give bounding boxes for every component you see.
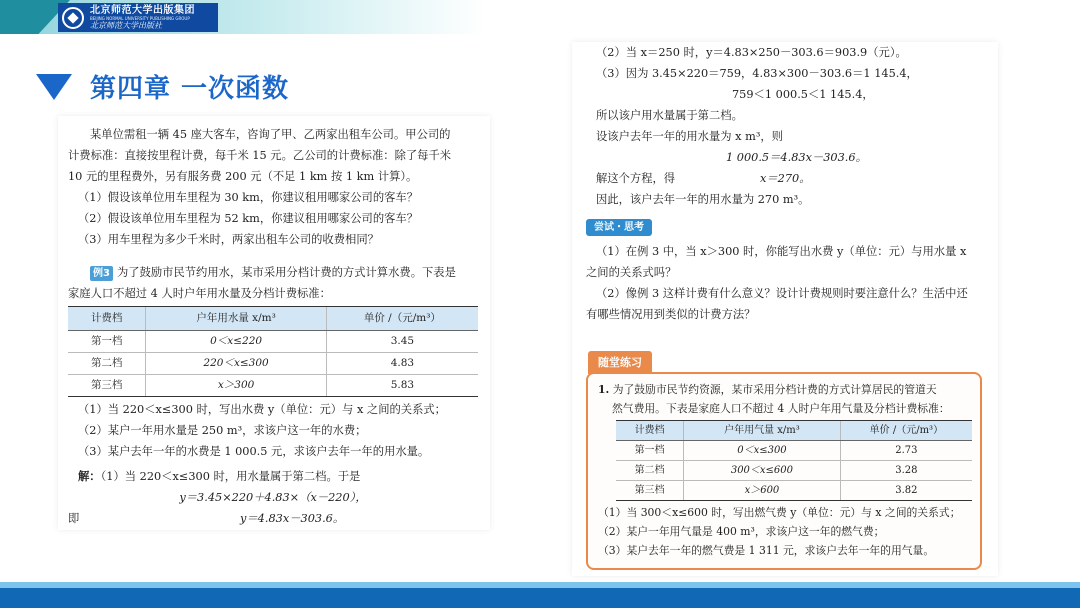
chapter-title: 第四章 一次函数 — [90, 74, 290, 104]
solution-line: （2）当 x＝250 时，y＝4.83×250－303.6＝903.9（元）。 — [596, 46, 907, 59]
inequality-line: 759＜1 000.5＜1 145.4， — [732, 88, 874, 101]
try-think-tag: 尝试・思考 — [586, 219, 652, 236]
table-cell: 第一档 — [68, 331, 146, 353]
solution-text: （1）当 220＜x≤300 时，用水量属于第二档。于是 — [100, 470, 361, 483]
table-header: 计费档 — [616, 421, 684, 441]
solution-line: （3）因为 3.45×220＝759，4.83×300－303.6＝1 145.4， — [596, 67, 918, 80]
press-name-cn: 北京师范大学出版社 — [90, 20, 162, 30]
try-line: 有哪些情况用到类似的计费方法？ — [586, 308, 756, 321]
table-row — [68, 353, 478, 375]
table-cell: 4.83 — [326, 353, 478, 375]
intro-line: 10 元的里程费外，另有服务费 200 元（不足 1 km 按 1 km 计算）。 — [68, 170, 418, 183]
solution-ji: 即 — [68, 512, 80, 525]
publisher-logo — [58, 3, 218, 32]
practice-text: 为了鼓励市民节约资源，某市采用分档计费的方式计算居民的管道天 — [612, 383, 937, 396]
practice-box — [586, 372, 982, 570]
try-line: 之间的关系式吗？ — [586, 266, 677, 279]
try-think-section — [586, 216, 988, 237]
left-textbook-page — [58, 116, 490, 530]
practice-line: 然气费用。下表是家庭人口不超过 4 人时户年用气量及分档计费标准： — [612, 402, 950, 415]
table-cell: 220＜x≤300 — [146, 353, 326, 375]
right-textbook-page — [572, 42, 998, 576]
publisher-emblem-icon — [62, 7, 84, 29]
equation-line: 1 000.5＝4.83x－303.6。 — [726, 151, 867, 164]
intro-line: 某单位需租一辆 45 座大客车，咨询了甲、乙两家出租车公司。甲公司的 — [90, 128, 451, 141]
practice-question: （3）某户去年一年的燃气费是 1 311 元，求该户去年一年的用气量。 — [598, 544, 935, 557]
table-header: 单价 /（元/m³） — [840, 421, 972, 441]
practice-question: （2）某户一年用气量是 400 m³，求该户这一年的燃气费； — [598, 525, 885, 538]
practice-line — [598, 380, 970, 399]
solution-line: 所以该户用水量属于第二档。 — [596, 109, 743, 122]
table-cell: x＞300 — [146, 375, 326, 397]
table-cell: 5.83 — [326, 375, 478, 397]
solution-line — [68, 466, 478, 487]
table-cell: 3.82 — [840, 481, 972, 501]
practice-number: 1. — [598, 383, 610, 396]
gas-fee-table — [616, 420, 972, 501]
solution-equation: y＝4.83x－303.6。 — [240, 512, 345, 525]
intro-question: （3）用车里程为多少千米时，两家出租车公司的收费相同？ — [78, 233, 379, 246]
solution-line: 设该户去年一年的用水量为 x m³，则 — [596, 130, 783, 143]
table-cell: 第二档 — [68, 353, 146, 375]
top-header-band — [0, 0, 1080, 34]
intro-question: （1）假设该单位用车里程为 30 km，你建议租用哪家公司的客车？ — [78, 191, 419, 204]
table-cell: 0＜x≤300 — [684, 441, 841, 461]
example-question: （2）某户一年用水量是 250 m³，求该户这一年的水费； — [78, 424, 367, 437]
publisher-name-en: BEIJING NORMAL UNIVERSITY PUBLISHING GROUP — [90, 15, 190, 21]
try-line: （1）在例 3 中，当 x＞300 时，你能写出水费 y（单位：元）与用水量 x — [596, 245, 967, 258]
table-cell: 300＜x≤600 — [684, 461, 841, 481]
table-header: 计费档 — [68, 307, 146, 331]
intro-question: （2）假设该单位用车里程为 52 km，你建议租用哪家公司的客车？ — [78, 212, 419, 225]
table-cell: 0＜x≤220 — [146, 331, 326, 353]
table-cell: 2.73 — [840, 441, 972, 461]
intro-line: 计费标准：直接按里程计费，每千米 15 元。乙公司的计费标准：除了每千米 — [68, 149, 452, 162]
table-header: 单价 /（元/m³） — [326, 307, 478, 331]
example-tag: 例3 — [90, 266, 113, 281]
table-row — [68, 375, 478, 397]
water-fee-table — [68, 306, 478, 397]
table-cell: 第一档 — [616, 441, 684, 461]
solution-equation: y＝3.45×220＋4.83×（x－220）， — [179, 491, 367, 504]
publisher-name-cn: 北京师范大学出版集团 — [90, 4, 195, 16]
solution-label: 解： — [78, 469, 101, 483]
triangle-down-icon — [36, 74, 72, 100]
table-cell: 3.28 — [840, 461, 972, 481]
example-line — [68, 262, 478, 283]
solve-result: x＝270。 — [760, 172, 811, 185]
solution-line — [68, 508, 478, 529]
table-row — [616, 441, 972, 461]
table-row — [616, 461, 972, 481]
table-cell: x＞600 — [684, 481, 841, 501]
example-text: 为了鼓励市民节约用水，某市采用分档计费的方式计算水费。下表是 — [116, 266, 456, 279]
solve-line — [586, 168, 988, 189]
table-cell: 第三档 — [68, 375, 146, 397]
example-line: 家庭人口不超过 4 人时户年用水量及分档计费标准： — [68, 287, 331, 300]
table-row — [616, 481, 972, 501]
example-question: （1）当 220＜x≤300 时，写出水费 y（单位：元）与 x 之间的关系式； — [78, 403, 446, 416]
example-question: （3）某户去年一年的水费是 1 000.5 元，求该户去年一年的用水量。 — [78, 445, 430, 458]
practice-tag: 随堂练习 — [588, 351, 652, 374]
table-header: 户年用气量 x/m³ — [684, 421, 841, 441]
practice-question: （1）当 300＜x≤600 时，写出燃气费 y（单位：元）与 x 之间的关系式； — [598, 506, 961, 519]
table-row — [68, 331, 478, 353]
solve-text: 解这个方程，得 — [596, 172, 676, 185]
table-cell: 3.45 — [326, 331, 478, 353]
conclusion-line: 因此，该户去年一年的用水量为 270 m³。 — [596, 193, 810, 206]
footer-band — [0, 588, 1080, 608]
table-cell: 第三档 — [616, 481, 684, 501]
table-header: 户年用水量 x/m³ — [146, 307, 326, 331]
try-line: （2）像例 3 这样计费有什么意义？设计计费规则时要注意什么？生活中还 — [596, 287, 968, 300]
table-cell: 第二档 — [616, 461, 684, 481]
